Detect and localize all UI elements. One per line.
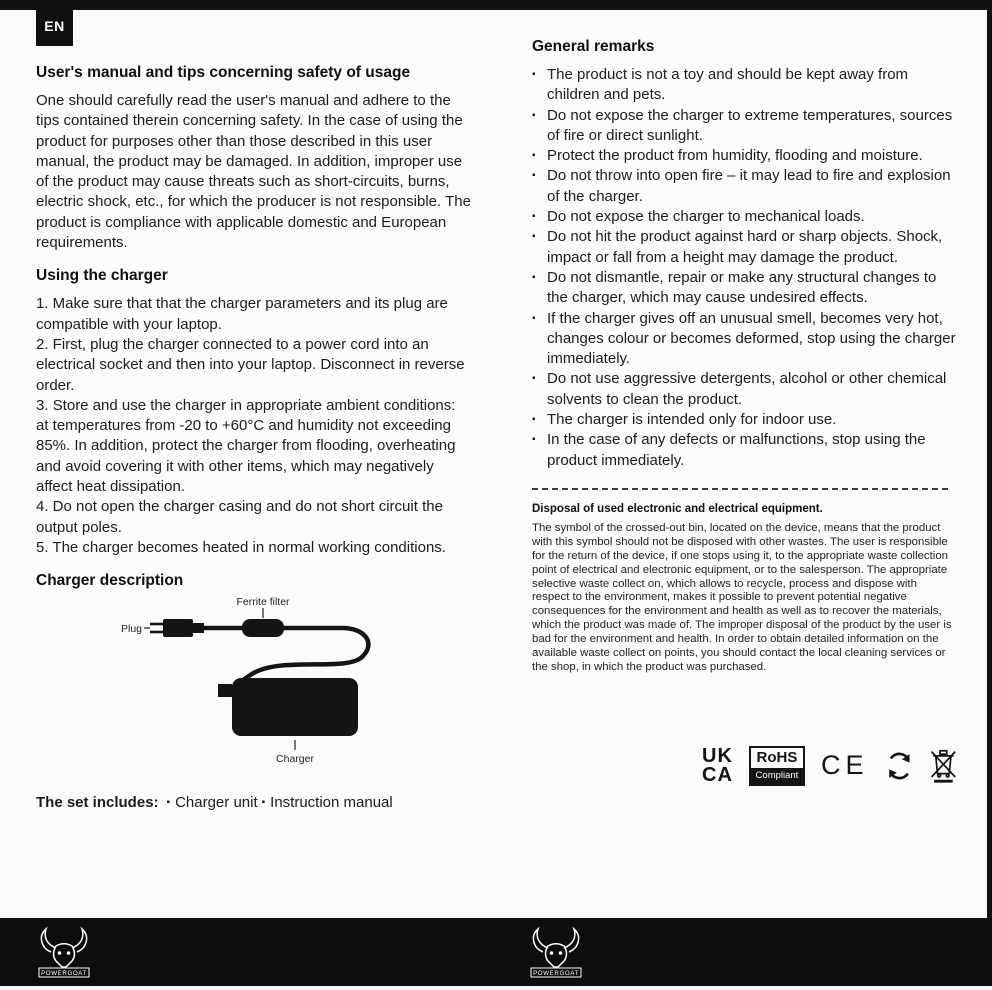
disposal-heading: Disposal of used electronic and electrical equipment.: [532, 502, 823, 515]
rohs-title: RoHS: [756, 748, 798, 766]
list-item-text: Do not expose the charger to mechanical loads.: [547, 208, 865, 226]
charger-label: Charger: [276, 753, 314, 766]
list-item-text: Do not use aggressive detergents, alcohol or other chemical solvents to clean the product.: [547, 370, 947, 408]
brand-text: POWERGOAT: [533, 970, 579, 977]
list-item: [532, 227, 958, 268]
ferrite-filter-label: Ferrite filter: [236, 596, 290, 609]
ukca-top-label: UK: [702, 744, 733, 767]
bullet-marker: ▪: [532, 312, 536, 324]
list-item: [532, 268, 958, 309]
bullet-marker: ▪: [532, 434, 536, 446]
bullet-marker: ▪: [532, 170, 536, 182]
set-includes-item: Charger unit: [175, 794, 258, 812]
powergoat-logo: [36, 925, 92, 979]
goat-skull-icon: [36, 925, 92, 979]
dashed-divider: [532, 488, 948, 490]
plug-label: Plug: [120, 623, 142, 636]
usage-step: 2. First, plug the charger connected to a power cord into an electrical socket and then into your laptop. Disconnect in reverse order.: [36, 335, 465, 394]
usage-step: 1. Make sure that that the charger parameters and its plug are compatible with your laptop.: [36, 295, 448, 333]
list-item-text: The product is not a toy and should be kept away from children and pets.: [547, 66, 909, 104]
safety-body: One should carefully read the user's manual and adhere to the tips contained therein concerning safety. In the case of using the product for purposes other than those described in this user manual, the product may be damaged. In addition, improper use of the product may cause threats such as short-circuits, burns, electric shock, etc., for which the producer is not responsible. The product is compliance with applicable domestic and European requirements.: [36, 92, 471, 252]
general-remarks-list: [532, 65, 958, 471]
list-item-text: The charger is intended only for indoor use.: [547, 411, 837, 429]
footer-band: [0, 918, 992, 986]
disposal-body: The symbol of the crossed-out bin, located on the device, means that the product with this symbol should not be disposed with other wastes. The user is responsible for the return of the device, if one stops using it, to the appropriate waste collection point of electrical and electronic equipment, or to the salesperson. The appropriate selective waste collect on, which allows to recycle, process and dispose with respect to the environment, makes it possible to prevent potential negative consequences for the environment and health as well as to recover the materials, which the product was made of. The improper disposal of the product by the user is bad for the environment and health. In order to obtain detailed information on the available waste collect on points, you should contact the local cleaning services or the shop, in which the product was purchased.: [532, 521, 952, 673]
general-remarks-heading: General remarks: [532, 38, 655, 55]
charger-diagram: [46, 594, 482, 766]
usage-step: 5. The charger becomes heated in normal working conditions.: [36, 538, 446, 556]
recycling-icon: [885, 750, 914, 782]
language-badge: [36, 5, 73, 46]
bullet-marker: ▪: [532, 211, 536, 223]
ukca-mark: [702, 744, 733, 786]
list-item-text: Do not dismantle, repair or make any structural changes to the charger, which may cause undesired effects.: [547, 268, 937, 307]
list-item: [532, 65, 958, 106]
right-column: [532, 38, 958, 787]
list-item: [532, 430, 958, 471]
safety-heading: User's manual and tips concerning safety of usage: [36, 64, 411, 81]
bullet-marker: ▪: [166, 797, 171, 809]
bullet-marker: ▪: [532, 231, 536, 243]
list-item-text: In the case of any defects or malfunctions, stop using the product immediately.: [547, 431, 926, 469]
list-item-text: If the charger gives off an unusual smell, becomes very hot, changes colour or becomes deformed, stop using the charger immediately.: [547, 309, 956, 368]
using-charger-heading: Using the charger: [36, 267, 168, 285]
ukca-bottom-label: CA: [702, 763, 733, 786]
top-black-bar: [0, 0, 992, 10]
language-badge-label: EN: [44, 17, 65, 34]
bullet-marker: ▪: [532, 69, 536, 80]
bullet-marker: ▪: [261, 797, 266, 809]
bullet-marker: ▪: [532, 150, 536, 162]
list-item-text: Do not hit the product against hard or sharp objects. Shock, impact or fall from a height may damage the product.: [547, 228, 943, 266]
list-item: [532, 369, 958, 410]
usage-step: 3. Store and use the charger in appropriate ambient conditions: at temperatures from -20 to +60°C and humidity not exceeding 85%. In addition, protect the charger from flooding, overheating and avoid covering it with other items, which may negatively affect heat dissipation.: [36, 396, 456, 496]
compliance-marks-row: [702, 745, 958, 787]
bullet-marker: ▪: [532, 414, 536, 426]
set-includes-item: Instruction manual: [270, 794, 393, 812]
usage-step: 4. Do not open the charger casing and do not short circuit the output poles.: [36, 498, 443, 536]
left-column: [36, 64, 472, 811]
list-item: [532, 146, 958, 166]
powergoat-logo: [528, 925, 584, 979]
plug-graphic: [150, 619, 204, 637]
list-item-text: Do not expose the charger to extreme temperatures, sources of fire or direct sunlight.: [547, 106, 953, 144]
ferrite-graphic: [242, 619, 284, 637]
set-includes-label: The set includes:: [36, 794, 159, 812]
weee-bin-icon: [929, 745, 958, 787]
bullet-marker: ▪: [532, 373, 536, 385]
list-item-text: Do not throw into open fire – it may lead to fire and explosion of the charger.: [547, 167, 951, 205]
goat-skull-icon: [528, 925, 584, 979]
usage-steps: [36, 294, 472, 558]
brand-text: POWERGOAT: [41, 970, 87, 977]
charger-graphic: [218, 678, 358, 736]
list-item: [532, 166, 958, 207]
page-edge-strip: [987, 0, 992, 918]
charger-description-heading: Charger description: [36, 572, 184, 590]
list-item-text: Protect the product from humidity, flooding and moisture.: [547, 147, 923, 165]
bullet-marker: ▪: [532, 109, 536, 121]
list-item: [532, 106, 958, 147]
list-item: [532, 207, 958, 227]
set-includes-line: [36, 794, 472, 811]
rohs-mark: [749, 746, 805, 786]
list-item: [532, 309, 958, 370]
list-item: [532, 410, 958, 430]
ce-mark: CE: [821, 750, 869, 781]
bullet-marker: ▪: [532, 271, 536, 283]
rohs-subtitle: Compliant: [751, 768, 803, 784]
